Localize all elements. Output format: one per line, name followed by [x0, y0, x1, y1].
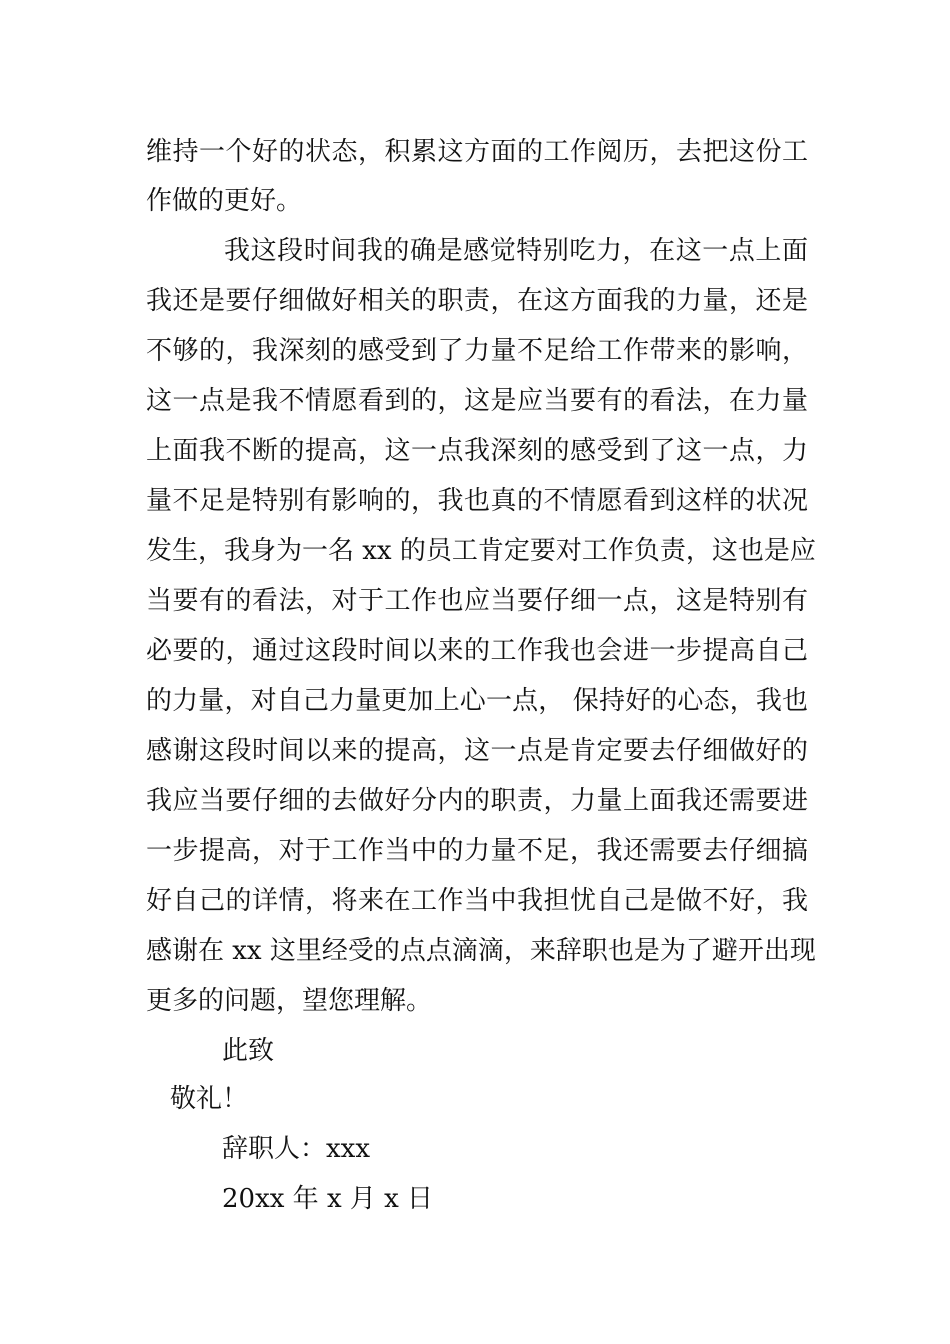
paragraph-line: 我还是要仔细做好相关的职责，在这方面我的力量，还是: [146, 286, 808, 316]
paragraph-line: 作做的更好。: [146, 186, 303, 216]
closing-cizhi: 此致: [222, 1036, 275, 1066]
paragraph-line: 上面我不断的提高，这一点我深刻的感受到了这一点，力: [146, 436, 808, 466]
signer-line: 辞职人：xxx: [222, 1134, 370, 1164]
paragraph-line: 一步提高，对于工作当中的力量不足，我还需要去仔细搞: [146, 836, 808, 866]
paragraph-line: 我这段时间我的确是感觉特别吃力，在这一点上面: [224, 236, 808, 266]
paragraph-line: 我应当要仔细的去做好分内的职责，力量上面我还需要进: [146, 786, 808, 816]
paragraph-line: 当要有的看法，对于工作也应当要仔细一点，这是特别有: [146, 586, 808, 616]
paragraph-line: 的力量，对自己力量更加上心一点， 保持好的心态，我也: [146, 686, 808, 716]
paragraph-line: 好自己的详情，将来在工作当中我担忧自己是做不好，我: [146, 886, 808, 916]
paragraph-line: 感谢在 xx 这里经受的点点滴滴，来辞职也是为了避开出现: [146, 936, 816, 966]
paragraph-line: 必要的，通过这段时间以来的工作我也会进一步提高自己: [146, 636, 808, 666]
date-line: 20xx 年 x 月 x 日: [222, 1184, 434, 1214]
paragraph-line: 感谢这段时间以来的提高，这一点是肯定要去仔细做好的: [146, 736, 808, 766]
paragraph-line: 维持一个好的状态，积累这方面的工作阅历，去把这份工: [146, 137, 808, 167]
paragraph-line: 更多的问题，望您理解。: [146, 986, 433, 1016]
paragraph-line: 量不足是特别有影响的，我也真的不情愿看到这样的状况: [146, 486, 808, 516]
paragraph-line: 不够的，我深刻的感受到了力量不足给工作带来的影响，: [146, 336, 808, 366]
paragraph-line: 这一点是我不情愿看到的，这是应当要有的看法，在力量: [146, 386, 808, 416]
closing-jingli: 敬礼！: [170, 1084, 249, 1114]
paragraph-line: 发生，我身为一名 xx 的员工肯定要对工作负责，这也是应: [146, 536, 816, 566]
